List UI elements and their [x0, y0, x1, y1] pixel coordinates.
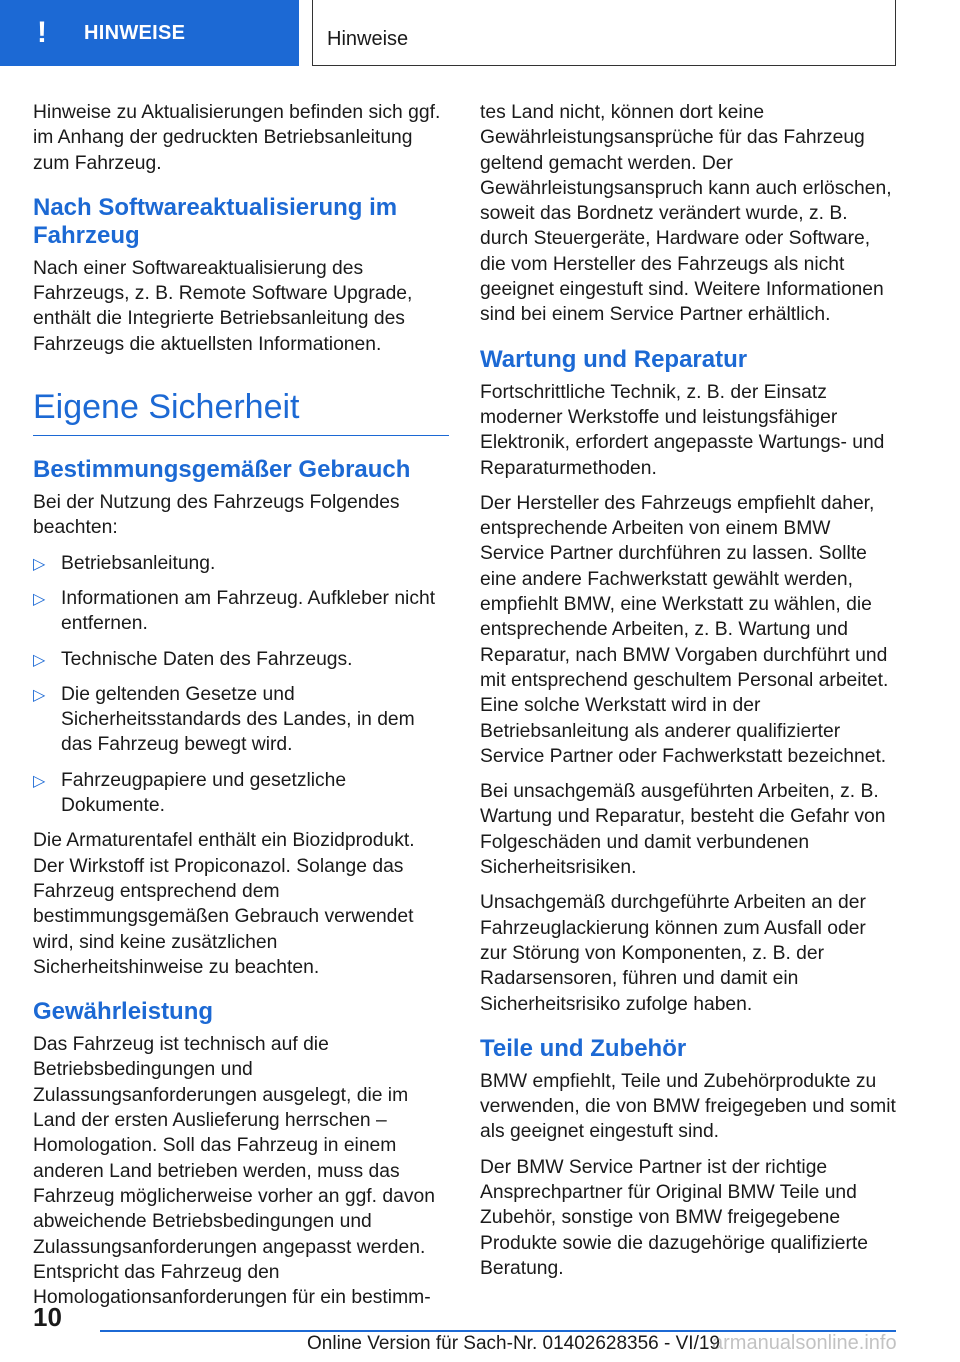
list-item: ▷ Informationen am Fahrzeug. Aufkleber nicht entfernen. [33, 587, 436, 635]
list-item: ▷ Betriebsanleitung. [33, 551, 449, 576]
safety-heading: Eigene Sicherheit [33, 387, 449, 436]
triangle-bullet-icon: ▷ [33, 649, 46, 669]
maintenance-paragraph-1: Fortschrittliche Technik, z. B. der Einsatz moderner Werkstoffe und leistungsfähiger Elektronik, erfordert angepasste Wartungs- und Reparaturmethoden. [480, 381, 885, 479]
online-version-text: Online Version für Sach-Nr. 01402628356 - VI/19 [307, 1333, 720, 1354]
usage-heading: Bestimmungsgemäßer Gebrauch [33, 456, 411, 484]
list-item: ▷ Die geltenden Gesetze und Sicherheitsstandards des Landes, in dem das Fahrzeug bewegt wird. [33, 683, 415, 756]
right-column [480, 100, 896, 1291]
usage-paragraph: Bei der Nutzung des Fahrzeugs Folgendes beachten: [33, 492, 400, 539]
software-heading: Nach Softwareaktualisierung im Fahrzeug [33, 193, 398, 249]
section-label: HINWEISE [84, 21, 186, 44]
list-item: ▷ Fahrzeugpapiere und gesetzliche Dokumente. [33, 769, 347, 817]
usage-list [33, 551, 449, 819]
section-tab [0, 0, 299, 66]
maintenance-paragraph-3: Bei unsachgemäß ausgeführten Arbeiten, z. B. Wartung und Reparatur, besteht die Gefahr von Folgeschäden und damit verbundenen Sicherheitsrisiken. [480, 781, 886, 879]
maintenance-heading: Wartung und Reparatur [480, 345, 748, 373]
parts-heading: Teile und Zubehör [480, 1034, 687, 1062]
maintenance-paragraph-4: Unsachgemäß durchgeführte Arbeiten an der Fahrzeuglackierung können zum Ausfall oder zur Störung von Komponenten, z. B. der Radarsensoren, führen und damit ein Sicherheitsrisiko zufolge haben. [480, 892, 866, 1015]
exclamation-icon: ! [37, 16, 47, 49]
parts-paragraph-1: BMW empfiehlt, Teile und Zubehörprodukte zu verwenden, die von BMW freigegeben und somit als geeignet eingestuft sind. [480, 1070, 896, 1143]
triangle-bullet-icon: ▷ [33, 684, 46, 704]
list-item: ▷ Technische Daten des Fahrzeugs. [33, 647, 449, 672]
warranty-paragraph: Das Fahrzeug ist technisch auf die Betriebsbedingungen und Zulassungsanforderungen ausgelegt, die im Land der ersten Auslieferung herrschen – Homologation. Soll das Fahrzeug in einem anderen Land betrieben werden, muss das Fahrzeug möglicherweise vorher an ggf. davon abweichende Betriebsbedingungen und Zulassungsanforderungen angepasst werden. Entspricht das Fahrzeug den Homologationsanforderungen für ein bestimm- [33, 1034, 435, 1309]
parts-paragraph-2: Der BMW Service Partner ist der richtige Ansprechpartner für Original BMW Teile und Zubehör, sonstige von BMW freigegebene Produkte sowie die dazugehörige qualifizierte Beratung. [480, 1156, 869, 1279]
biocide-paragraph: Die Armaturentafel enthält ein Biozidprodukt. Der Wirkstoff ist Propiconazol. Solange das Fahrzeug entsprechend dem bestimmungsgemäßen Gebrauch verwendet wird, sind keine zusätzlichen Sicherheitshinweise zu beachten. [33, 830, 415, 978]
warranty-continued-paragraph: tes Land nicht, können dort keine Gewährleistungsansprüche für das Fahrzeug geltend gemacht werden. Der Gewährleistungsanspruch kann auch erlöschen, soweit das Bordnetz verändert wurde, z. B. durch Steuergeräte, Hardware oder Software, die vom Hersteller des Fahrzeugs als nicht geeignet eingestuft sind. Weitere Informationen sind bei einem Service Partner erhältlich. [480, 102, 892, 326]
warranty-heading: Gewährleistung [33, 998, 214, 1026]
intro-paragraph: Hinweise zu Aktualisierungen befinden sich ggf. im Anhang der gedruckten Betriebsanleitung zum Fahrzeug. [33, 102, 441, 174]
software-paragraph: Nach einer Softwareaktualisierung des Fahrzeugs, z. B. Remote Software Upgrade, enthält die Integrierte Betriebsanleitung des Fahrzeugs die aktuellsten Informationen. [33, 257, 413, 355]
page-title: Hinweise [327, 28, 409, 50]
watermark: armanualsonline.info [712, 1332, 897, 1354]
maintenance-paragraph-2: Der Hersteller des Fahrzeugs empfiehlt daher, entsprechende Arbeiten von einem BMW Service Partner durchführen zu lassen. Sollte eine andere Fachwerkstatt gewählt werden, empfiehlt BMW, eine Werkstatt zu wählen, die entsprechende Arbeiten, z. B. Wartung und Reparatur, nach BMW Vorgaben durchführt und mit entsprechend geschultem Personal arbeitet. Eine solche Werkstatt wird in der Betriebsanleitung als anderer qualifizierter Service Partner oder Fachwerkstatt bezeichnet. [480, 492, 889, 767]
left-column [33, 100, 449, 1320]
triangle-bullet-icon: ▷ [33, 588, 46, 608]
triangle-bullet-icon: ▷ [33, 770, 46, 790]
page-number: 10 [33, 1302, 62, 1332]
triangle-bullet-icon: ▷ [33, 553, 46, 573]
